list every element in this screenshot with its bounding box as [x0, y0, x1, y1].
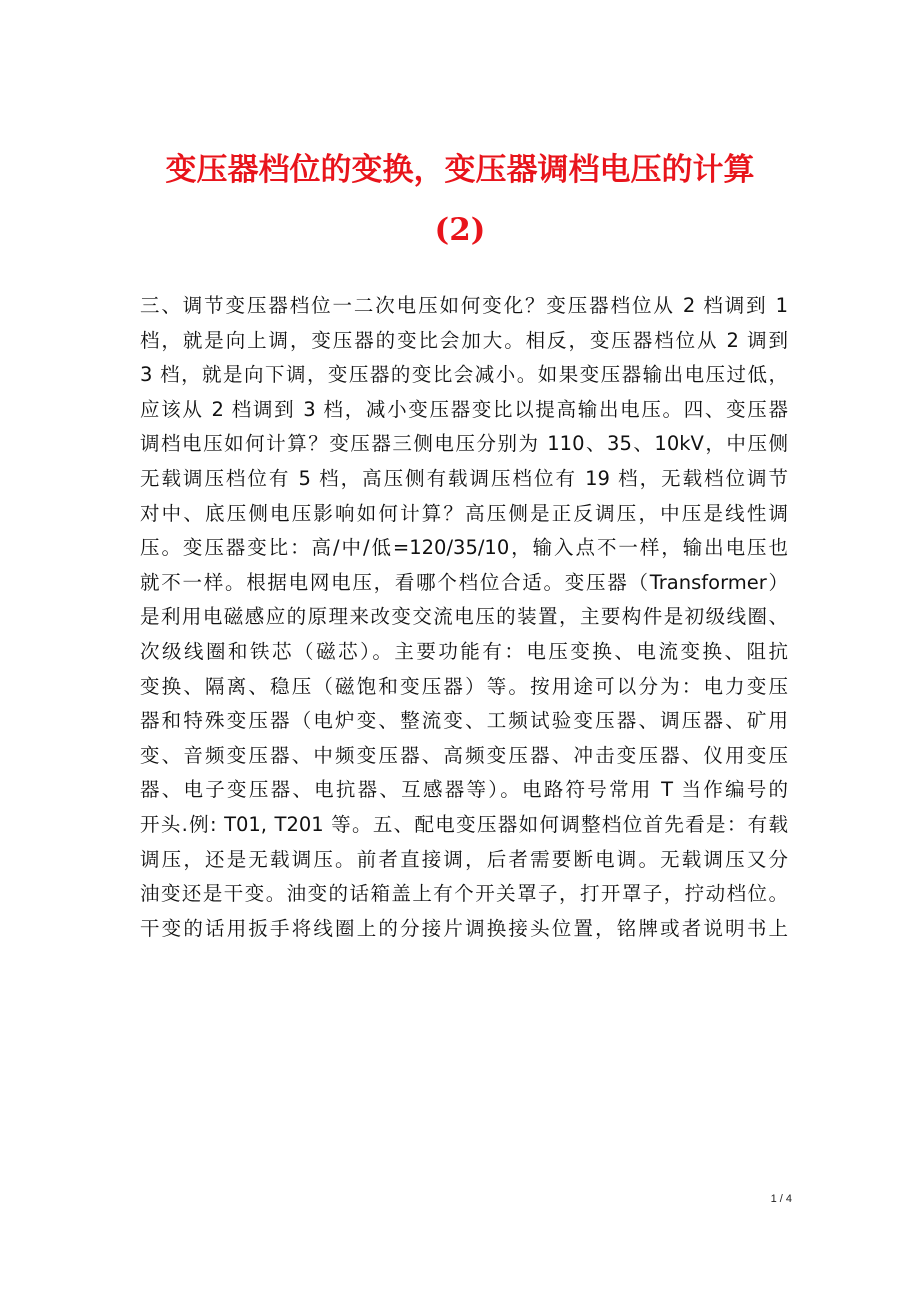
- body-line: 三、调节变压器档位一二次电压如何变化？变压器档位从 2 档调到 1: [140, 294, 788, 317]
- body-line: 压。变压器变比：高/中/低=120/35/10，输入点不一样，输出电压也: [140, 536, 788, 560]
- body-line: 调压，还是无载调压。前者直接调，后者需要断电调。无载调压又分: [140, 847, 788, 871]
- body-line: 3 档，就是向下调，变压器的变比会减小。如果变压器输出电压过低，: [140, 363, 788, 387]
- body-line: 是利用电磁感应的原理来改变交流电压的装置，主要构件是初级线圈、: [140, 605, 788, 629]
- body-line: 调档电压如何计算？变压器三侧电压分别为 110、35、10kV，中压侧: [140, 432, 788, 456]
- title-line-2: (2): [434, 212, 486, 248]
- body-line: 变换、隔离、稳压（磁饱和变压器）等。按用途可以分为：电力变压: [140, 674, 788, 698]
- body-line: 次级线圈和铁芯（磁芯）。主要功能有：电压变换、电流变换、阻抗: [140, 639, 788, 663]
- title-line-1: 变压器档位的变换，变压器调档电压的计算: [165, 152, 755, 188]
- body-line: 油变还是干变。油变的话箱盖上有个开关罩子，打开罩子，拧动档位。: [140, 882, 788, 906]
- document-title: [120, 140, 800, 260]
- body-line: 变、音频变压器、中频变压器、高频变压器、冲击变压器、仪用变压: [140, 743, 788, 767]
- body-line: 无载调压档位有 5 档，高压侧有载调压档位有 19 档，无载档位调节: [140, 466, 788, 490]
- body-line: 对中、底压侧电压影响如何计算？高压侧是正反调压，中压是线性调: [140, 501, 788, 525]
- body-line: 应该从 2 档调到 3 档，减小变压器变比以提高输出电压。四、变压器: [140, 397, 788, 421]
- body-line: 档，就是向上调，变压器的变比会加大。相反，变压器档位从 2 调到: [140, 328, 788, 352]
- page-number: 1 / 4: [770, 1193, 792, 1205]
- body-line: 器、电子变压器、电抗器、互感器等）。电路符号常用 T 当作编号的: [140, 778, 788, 802]
- body-paragraph: [140, 289, 788, 946]
- body-line: 就不一样。根据电网电压，看哪个档位合适。变压器（Transformer）: [140, 570, 788, 594]
- body-line: 开头.例: T01, T201 等。五、配电变压器如何调整档位首先看是：有载: [140, 812, 788, 836]
- body-line: 干变的话用扳手将线圈上的分接片调换接头位置，铭牌或者说明书上: [140, 916, 788, 940]
- body-line: 器和特殊变压器（电炉变、整流变、工频试验变压器、调压器、矿用: [140, 709, 788, 733]
